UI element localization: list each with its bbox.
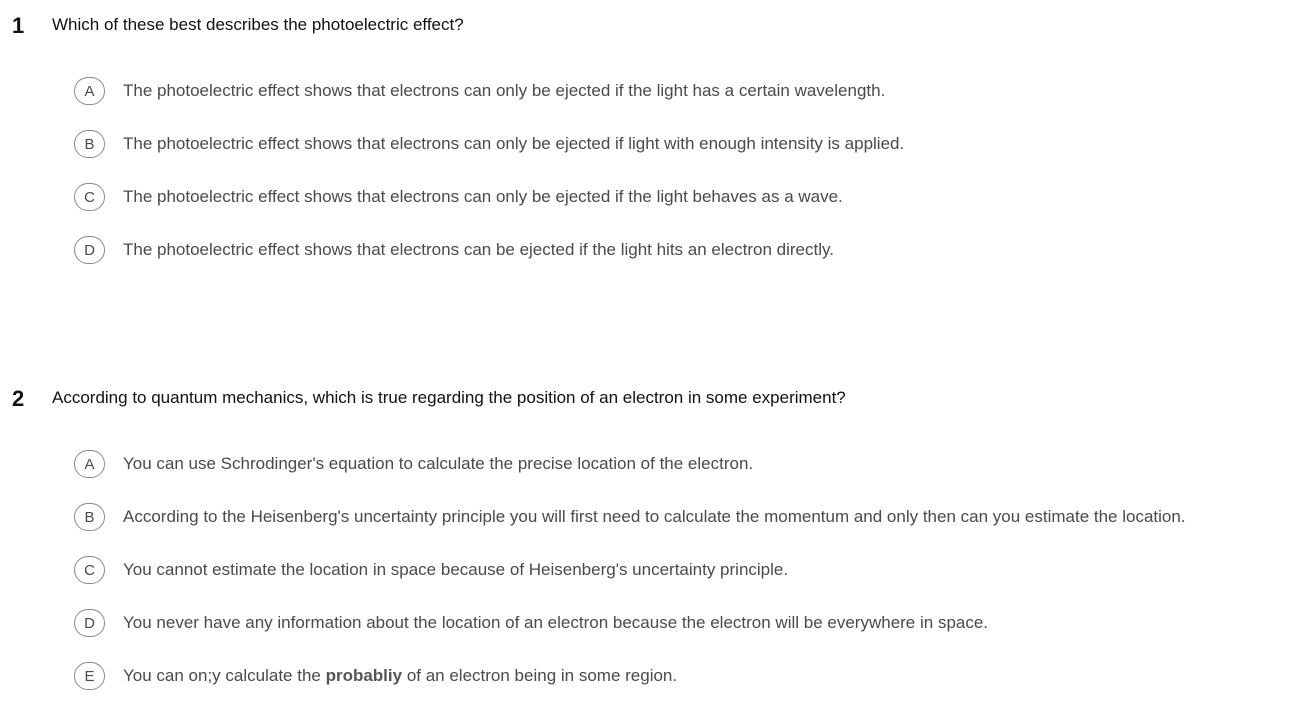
option-d[interactable] — [74, 234, 834, 266]
option-c[interactable] — [74, 554, 788, 586]
option-text: You can use Schrodinger's equation to calculate the precise location of the electron. — [123, 454, 754, 473]
option-letter-badge: B — [74, 503, 105, 531]
option-letter-badge: A — [74, 77, 105, 105]
option-text: You cannot estimate the location in space because of Heisenberg's uncertainty principle. — [123, 560, 789, 579]
option-text-before: You can on;y calculate the — [123, 666, 326, 685]
option-text-after: of an electron being in some region. — [402, 666, 678, 685]
option-letter-badge: C — [74, 556, 105, 584]
option-b[interactable] — [74, 501, 1186, 533]
option-letter-badge: A — [74, 450, 105, 478]
option-a[interactable] — [74, 75, 885, 107]
option-letter-badge: C — [74, 183, 105, 211]
question-prompt: According to quantum mechanics, which is true regarding the position of an electron in some experiment? — [52, 388, 846, 407]
option-e[interactable] — [74, 660, 677, 692]
option-text-bold: probabliy — [325, 666, 403, 685]
question-prompt: Which of these best describes the photoelectric effect? — [52, 15, 464, 34]
question-number: 2 — [12, 386, 25, 411]
option-letter-badge: E — [74, 662, 105, 690]
option-text: The photoelectric effect shows that electrons can only be ejected if the light has a certain wavelength. — [123, 81, 886, 100]
option-d[interactable] — [74, 607, 988, 639]
option-letter-badge: D — [74, 609, 105, 637]
option-text: You never have any information about the location of an electron because the electron will be everywhere in space. — [123, 613, 989, 632]
option-letter-badge: D — [74, 236, 105, 264]
option-letter-badge: B — [74, 130, 105, 158]
option-text: The photoelectric effect shows that electrons can only be ejected if light with enough intensity is applied. — [123, 134, 905, 153]
option-b[interactable] — [74, 128, 904, 160]
option-text: The photoelectric effect shows that electrons can only be ejected if the light behaves as a wave. — [123, 187, 843, 206]
option-text: According to the Heisenberg's uncertainty principle you will first need to calculate the momentum and only then can you estimate the location. — [123, 507, 1186, 526]
option-text — [123, 665, 677, 687]
option-c[interactable] — [74, 181, 843, 213]
question-number: 1 — [12, 13, 25, 38]
option-a[interactable] — [74, 448, 753, 480]
option-text: The photoelectric effect shows that electrons can be ejected if the light hits an electron directly. — [123, 240, 834, 259]
